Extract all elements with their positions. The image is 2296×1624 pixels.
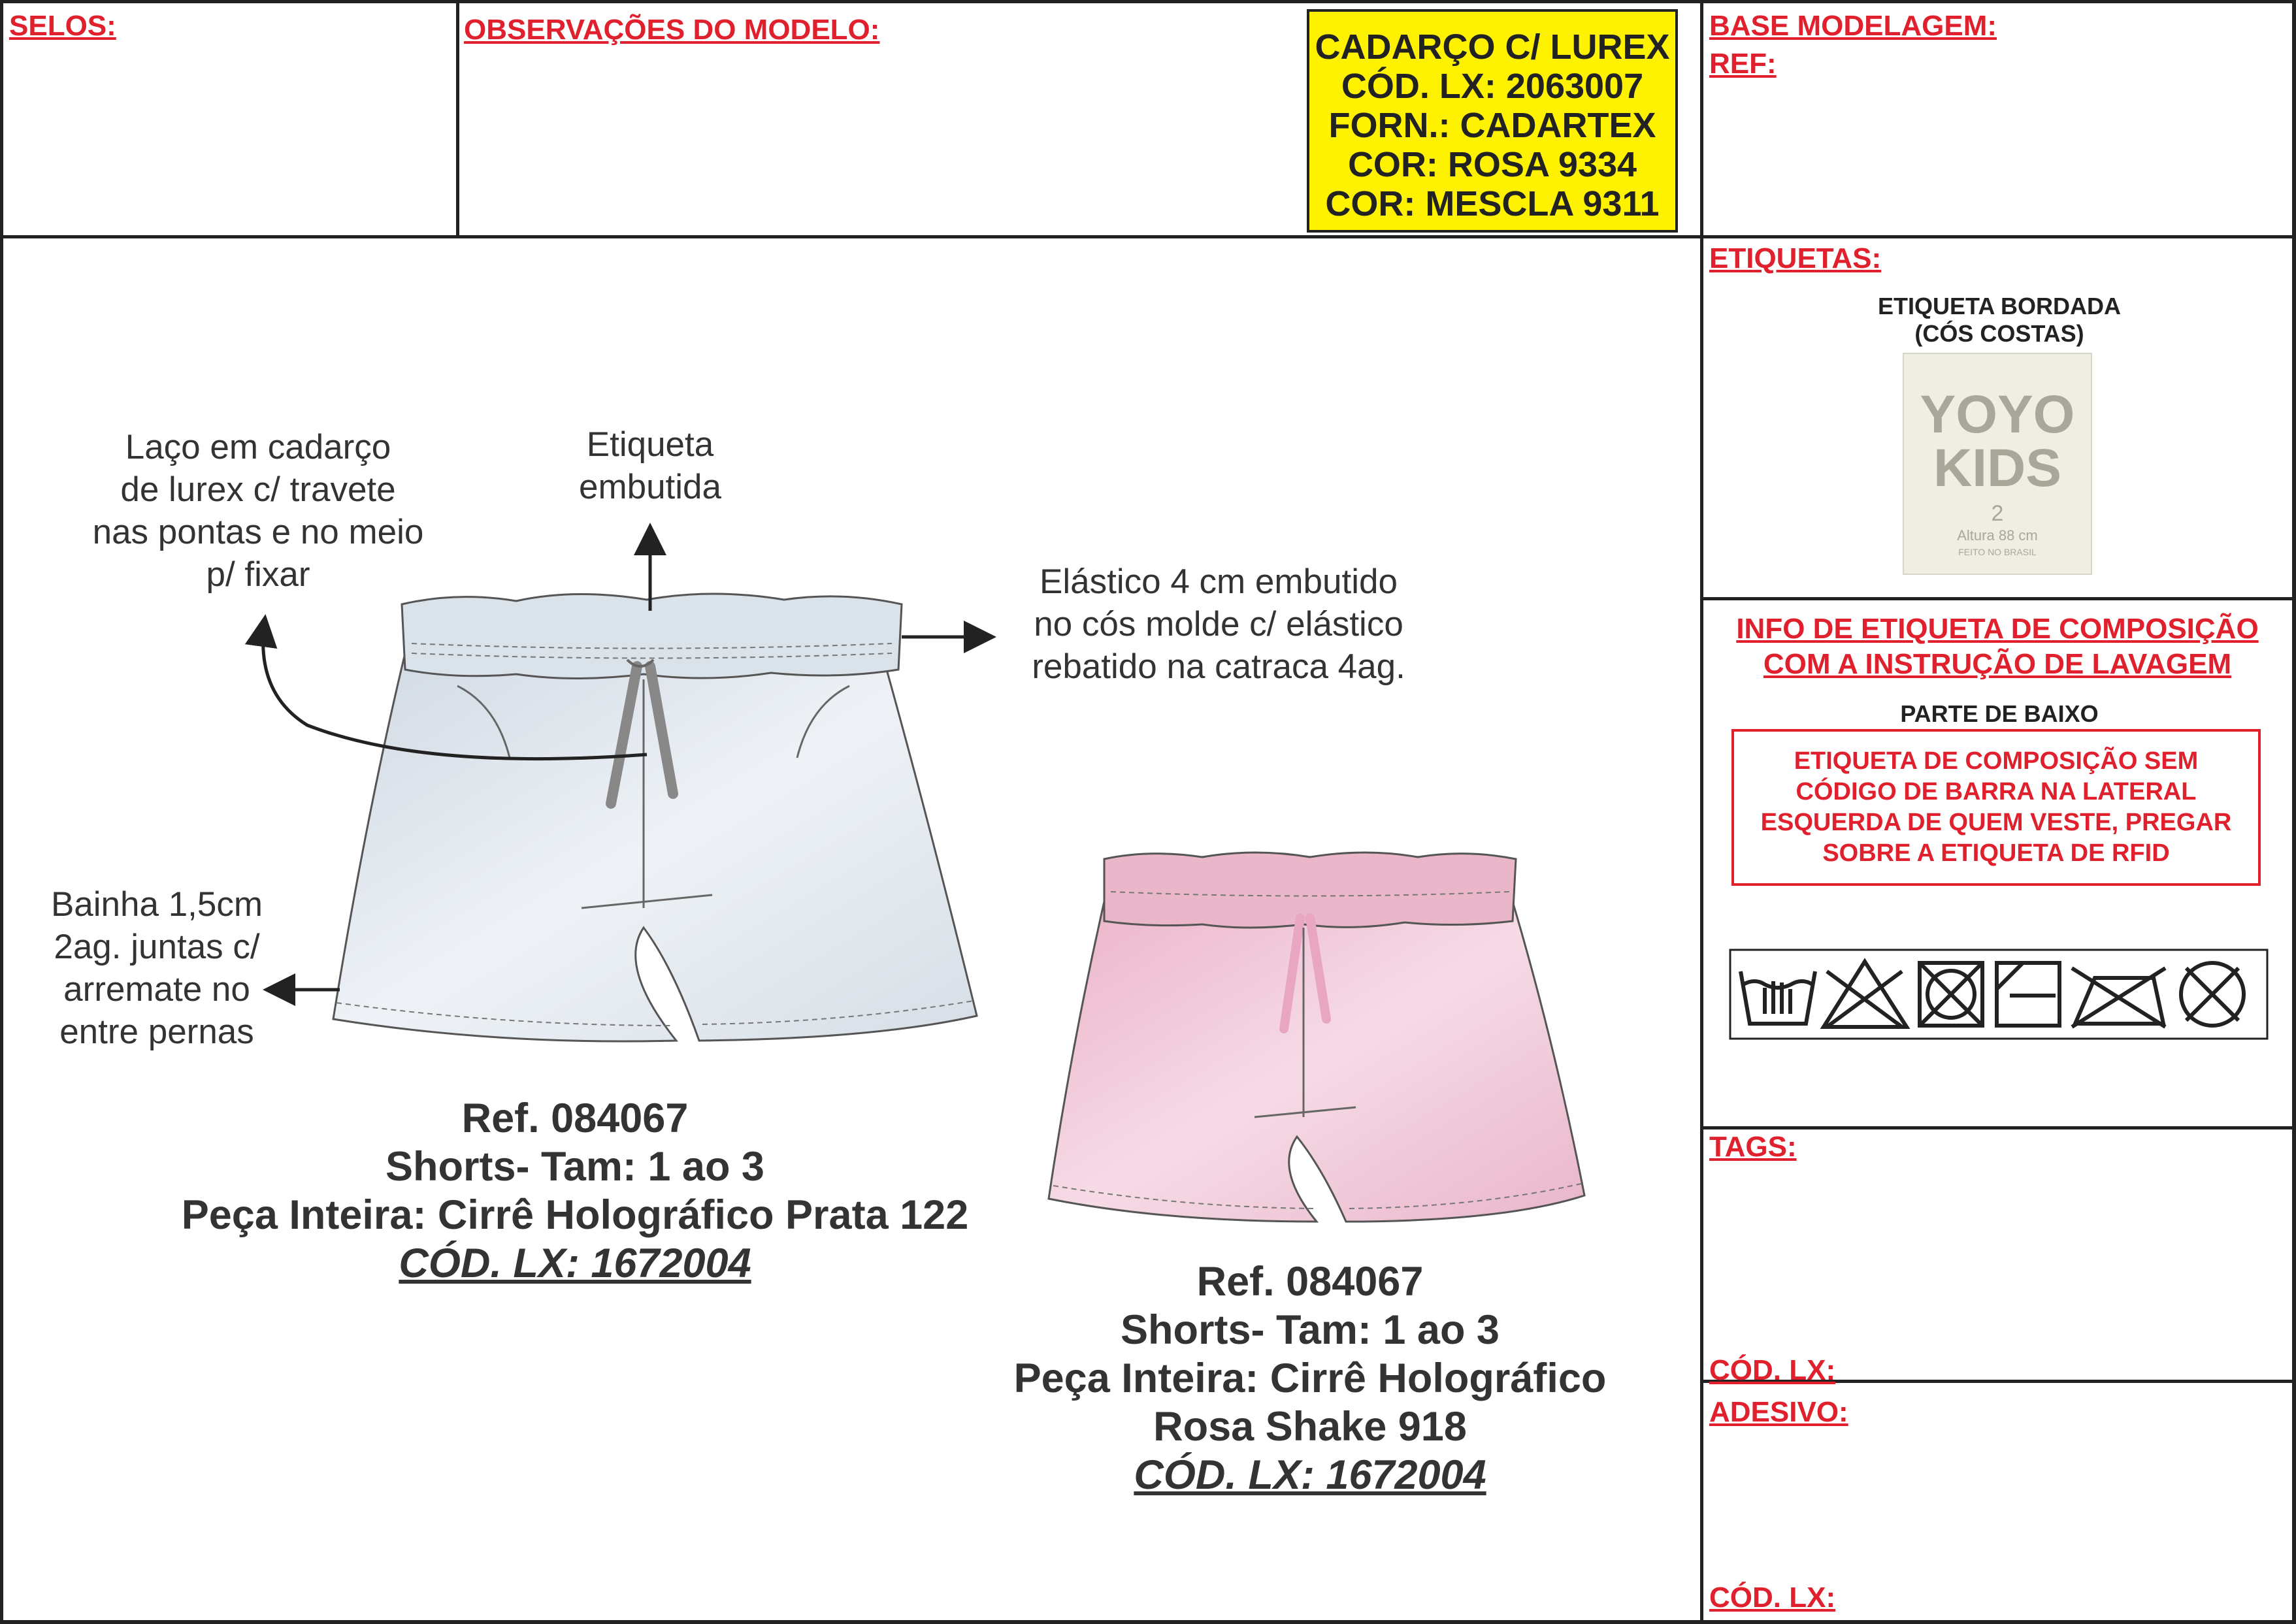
adesivo-label: ADESIVO: [1709, 1396, 1848, 1428]
etiqueta-bordada-line: (CÓS COSTAS) [1914, 320, 2084, 347]
etiqueta-bordada-line: ETIQUETA BORDADA [1878, 293, 2121, 319]
base-modelagem-label: BASE MODELAGEM: [1709, 10, 1997, 42]
label-brand-line-1: YOYO [1920, 385, 2075, 444]
laco-note-line: Laço em cadarço [125, 428, 391, 466]
laco-note-line: nas pontas e no meio [92, 513, 424, 551]
cadarco-line-2: CÓD. LX: 2063007 [1341, 67, 1644, 106]
etiqueta-note-line: embutida [578, 468, 722, 506]
info-composicao-heading [1707, 611, 2288, 682]
silver-ref-block [105, 1094, 1045, 1288]
etiqueta-note-line: Etiqueta [586, 425, 714, 464]
pink-cod: CÓD. LX: 1672004 [1134, 1452, 1486, 1498]
bainha-note-line: arremate no [63, 970, 250, 1009]
pink-fabric-line-1: Peça Inteira: Cirrê Holográfico [1013, 1356, 1607, 1401]
silver-ref: Ref. 084067 [461, 1096, 689, 1141]
woven-label-image [1903, 353, 2092, 575]
composicao-line: ESQUERDA DE QUEM VESTE, PREGAR [1760, 809, 2232, 836]
label-origin: FEITO NO BRASIL [1958, 547, 2037, 557]
silver-shorts-drawing [333, 594, 977, 1041]
info-composicao-line: INFO DE ETIQUETA DE COMPOSIÇÃO [1736, 613, 2259, 645]
pink-ref: Ref. 084067 [1196, 1259, 1424, 1305]
composicao-line: ETIQUETA DE COMPOSIÇÃO SEM [1794, 747, 2199, 775]
label-size: 2 [1991, 501, 2004, 526]
tags-cod-label: CÓD. LX: [1709, 1354, 1836, 1386]
info-composicao-line: COM A INSTRUÇÃO DE LAVAGEM [1763, 648, 2232, 680]
sidebar-row-1 [1701, 597, 2296, 600]
bainha-note-line: entre pernas [59, 1013, 254, 1051]
cadarco-line-5: COR: MESCLA 9311 [1325, 184, 1660, 223]
bainha-note-line: 2ag. juntas c/ [54, 928, 260, 966]
pink-size: Shorts- Tam: 1 ao 3 [1121, 1307, 1500, 1353]
pink-fabric-line-2: Rosa Shake 918 [1153, 1404, 1467, 1450]
observacoes-label: OBSERVAÇÕES DO MODELO: [464, 14, 880, 46]
adesivo-cod-label: CÓD. LX: [1709, 1582, 1836, 1614]
cadarco-line-4: COR: ROSA 9334 [1347, 145, 1637, 184]
pink-shorts-drawing [1049, 853, 1584, 1222]
elastico-note-line: rebatido na catraca 4ag. [1032, 647, 1405, 686]
cadarco-line-1: CADARÇO C/ LUREX [1315, 27, 1670, 67]
etiqueta-bordada-caption [1712, 293, 2287, 348]
silver-size: Shorts- Tam: 1 ao 3 [385, 1144, 764, 1190]
etiquetas-label: ETIQUETAS: [1709, 242, 1882, 274]
silver-cod: CÓD. LX: 1672004 [399, 1241, 751, 1286]
pink-ref-block [947, 1258, 1673, 1499]
label-height: Altura 88 cm [1957, 527, 2038, 544]
elastico-note-line: no cós molde c/ elástico [1034, 605, 1403, 643]
elastico-note-line: Elástico 4 cm embutido [1040, 562, 1398, 601]
parte-de-baixo-label: PARTE DE BAIXO [1900, 700, 2099, 727]
laco-note-line: p/ fixar [206, 555, 310, 594]
composicao-line: SOBRE A ETIQUETA DE RFID [1822, 839, 2170, 867]
composicao-line: CÓDIGO DE BARRA NA LATERAL [1796, 778, 2197, 805]
bainha-note-line: Bainha 1,5cm [50, 885, 263, 924]
cadarco-line-3: FORN.: CADARTEX [1328, 106, 1656, 145]
silver-fabric: Peça Inteira: Cirrê Holográfico Prata 122 [181, 1192, 969, 1238]
laco-note-line: de lurex c/ travete [120, 470, 396, 509]
label-brand-line-2: KIDS [1933, 438, 2061, 498]
composicao-instruction-box [1731, 729, 2261, 886]
care-icons-strip [1729, 949, 2269, 1040]
ref-label: REF: [1709, 48, 1777, 80]
selos-label: SELOS: [9, 10, 116, 42]
no-tumble-dry-icon [1920, 963, 1982, 1026]
tags-label: TAGS: [1709, 1131, 1797, 1163]
sidebar-row-2 [1701, 1126, 2296, 1129]
